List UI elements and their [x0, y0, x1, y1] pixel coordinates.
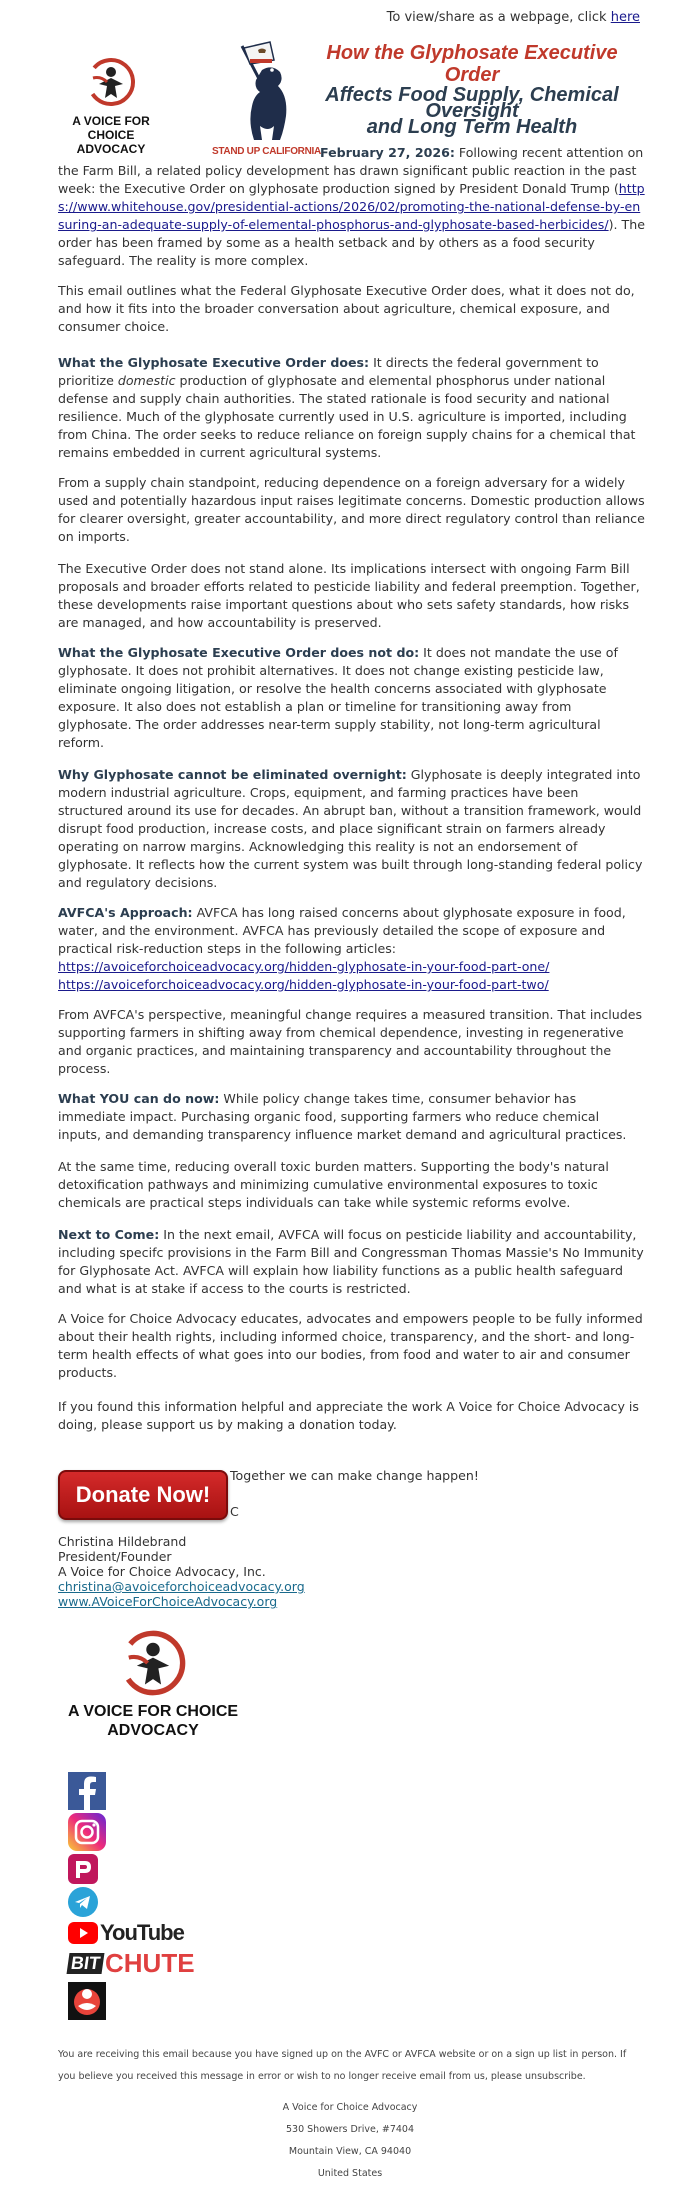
avfca-logo-line1: A VOICE FOR CHOICE: [72, 114, 150, 142]
approach-paragraph: [58, 904, 646, 994]
avfca-logo-line2: ADVOCACY: [76, 142, 146, 156]
parler-icon: [68, 1854, 98, 1884]
what-you-can-do-text: While policy change takes time, consumer behavior has immediate impact. Purchasing organic food, supporting farmers who reduce chemical inputs, and demanding transparency influence market demand and agricultural practices.: [58, 1091, 627, 1142]
avfca-logo-footer: [58, 1628, 248, 1740]
headline-navy-line3: and Long Term Health: [366, 116, 578, 138]
stray-character: C: [230, 1504, 239, 1519]
facebook-link[interactable]: [68, 1772, 106, 1814]
intro-text-2: ). The order has been framed by some as a health setback and by others as a food security safeguard. The reality is more complex.: [58, 217, 645, 268]
youtube-wordmark: YouTube: [100, 1920, 184, 1945]
does-not-paragraph: [58, 644, 646, 752]
what-you-can-do-heading: What YOU can do now:: [58, 1091, 220, 1106]
next-to-come-text: In the next email, AVFCA will focus on pesticide liability and accountability, including specifc provisions in the Farm Bill and Congressman Thomas Massie's No Immunity for Glyphosate Act. AVFCA will explain how liability functions as a public health safeguard and what is at stake if access to the courts is restricted.: [58, 1227, 644, 1296]
signature-email-link[interactable]: christina@avoiceforchoiceadvocacy.org: [58, 1579, 305, 1594]
does-not-heading: What the Glyphosate Executive Order does not do:: [58, 645, 420, 660]
article-part-two-link[interactable]: https://avoiceforchoiceadvocacy.org/hidden-glyphosate-in-your-food-part-two/: [58, 977, 549, 992]
does-heading: What the Glyphosate Executive Order does:: [58, 355, 370, 370]
view-as-webpage-link[interactable]: here: [610, 10, 640, 25]
bitchute-link[interactable]: [68, 1948, 195, 1979]
youtube-link[interactable]: [68, 1920, 184, 1946]
headline-navy-line1: Affects Food Supply, Chemical: [325, 84, 619, 106]
does-text-2: production of glyphosate and elemental phosphorus under national defense and supply chain authorities. The stated rationale is food security and national resilience. Much of the glyphosate currently used in U.S. agriculture is imported, including from China. The order seeks to reduce reliance on foreign supply chains for a chemical that remains embedded in current agricultural systems.: [58, 373, 636, 460]
footer-city: Mountain View, CA 94040: [288, 2146, 412, 2157]
same-time-paragraph: At the same time, reducing overall toxic burden matters. Supporting the body's natural detoxification pathways and minimizing cumulative environmental exposures to toxic chemicals are practical steps individuals can take while systemic reforms evolve.: [58, 1159, 609, 1210]
does-paragraph: [58, 354, 646, 462]
avfca-logo: [56, 56, 166, 156]
view-as-webpage-text: To view/share as a webpage, click: [386, 10, 611, 25]
signature-org: A Voice for Choice Advocacy, Inc.: [58, 1564, 266, 1579]
bitchute-wordmark: CHUTE: [105, 1948, 195, 1978]
does-text-1: It directs the federal government to prioritize: [58, 355, 599, 388]
gettr-icon: [68, 1982, 106, 2020]
why-text: Glyphosate is deeply integrated into modern industrial agriculture. Crops, equipment, and farming practices have been structured around its use for decades. An abrupt ban, without a transition framework, would disrupt food production, increase costs, and place significant strain on farmers already operating on narrow margins. Acknowledging this reality is not an endorsement of glyphosate. It reflects how the current system was built through long-standing federal policy and regulatory decisions.: [58, 767, 643, 890]
supply-chain-paragraph: From a supply chain standpoint, reducing dependence on a foreign adversary for a widely used and potentially hazardous input raises legitimate concerns. Domestic production allows for clearer oversight, greater accountability, and more direct regulatory control than reliance on imports.: [58, 475, 645, 544]
footer-street: 530 Showers Drive, #7404: [285, 2124, 414, 2135]
signature-email: [58, 1579, 305, 1594]
signature-role: President/Founder: [58, 1549, 172, 1564]
why-paragraph: [58, 766, 646, 892]
donate-button[interactable]: Donate Now!: [58, 1470, 228, 1520]
standup-california-text: STAND UP CALIFORNIA: [212, 146, 321, 157]
perspective-paragraph: From AVFCA's perspective, meaningful change requires a measured transition. That includes supporting farmers in shifting away from chemical dependence, investing in regenerative and organic practices, and maintaining transparency and accountability throughout the process.: [58, 1007, 643, 1076]
youtube-icon: [68, 1922, 98, 1944]
avfca-logo-icon: [85, 56, 137, 108]
intro-paragraph: [58, 144, 646, 270]
article-part-one-link[interactable]: https://avoiceforchoiceadvocacy.org/hidden-glyphosate-in-your-food-part-one/: [58, 959, 550, 974]
bitchute-icon: BIT: [67, 1953, 105, 1974]
intro-text-1: Following recent attention on the Farm Bill, a related policy development has drawn significant public reaction in the past week: the Executive Order on glyphosate production signed by President Donald Trump (: [58, 145, 644, 196]
about-paragraph: A Voice for Choice Advocacy educates, advocates and empowers people to be fully informed about their health rights, including informed choice, transparency, and the short- and long-term health effects of what goes into our bodies, from food and water to air and consumer products.: [58, 1311, 643, 1380]
telegram-icon: [68, 1887, 98, 1917]
approach-text: AVFCA has long raised concerns about glyphosate exposure in food, water, and the environment. AVFCA has previously detailed the scope of exposure and practical risk-reduction steps in the following articles:: [58, 905, 626, 956]
signature-site-link[interactable]: www.AVoiceForChoiceAdvocacy.org: [58, 1594, 278, 1609]
footer-country: United States: [317, 2168, 383, 2179]
view-as-webpage-notice: [387, 10, 640, 25]
does-emphasis: domestic: [117, 373, 176, 388]
bear-flag-icon: [212, 40, 320, 144]
donate-tagline: Together we can make change happen!: [230, 1468, 479, 1483]
support-paragraph: If you found this information helpful and appreciate the work A Voice for Choice Advocacy is doing, please support us by making a donation today.: [58, 1399, 639, 1432]
instagram-icon: [68, 1813, 106, 1851]
headline-red-line2: Order: [444, 64, 500, 86]
intro-date: February 27, 2026:: [320, 145, 455, 160]
instagram-link[interactable]: [68, 1813, 106, 1855]
approach-heading: AVFCA's Approach:: [58, 905, 193, 920]
avfca-logo-footer-icon: [117, 1628, 189, 1698]
facebook-icon: [68, 1772, 106, 1810]
outline-paragraph: This email outlines what the Federal Glyphosate Executive Order does, what it does not do, and how it fits into the broader conversation about agriculture, chemical exposure, and consumer choice.: [58, 283, 635, 334]
whitehouse-link[interactable]: https://www.whitehouse.gov/presidential-actions/2026/02/promoting-the-national-defense-by-ensuring-an-adequate-supply-of-elemental-phosphorus-and-glyphosate-based-herbicides/: [58, 181, 645, 232]
why-heading: Why Glyphosate cannot be eliminated overnight:: [58, 767, 407, 782]
does-not-text: It does not mandate the use of glyphosate. It does not prohibit alternatives. It does not change existing pesticide law, eliminate ongoing litigation, or resolve the health concerns associated with glyphosate exposure. It also does not establish a plan or timeline for transitioning away from glyphosate. The order addresses near-term supply stability, not long-term agricultural reform.: [58, 645, 618, 750]
headline-red-line1: How the Glyphosate Executive: [326, 42, 618, 64]
signature-name: Christina Hildebrand: [58, 1534, 187, 1549]
next-to-come-paragraph: [58, 1226, 646, 1298]
footer-org: A Voice for Choice Advocacy: [282, 2102, 418, 2113]
telegram-link[interactable]: [68, 1887, 98, 1921]
unsubscribe-notice: You are receiving this email because you have signed up on the AVFC or AVFCA website or on a sign up list in person. If you believe you received this message in error or wish to no longer receive email from us, please unsubscribe.: [58, 2049, 627, 2082]
what-you-can-do-paragraph: [58, 1090, 646, 1144]
avfca-footer-line1: A VOICE FOR CHOICE: [67, 1703, 239, 1720]
headline-navy-line2: Oversight: [425, 100, 519, 122]
next-to-come-heading: Next to Come:: [58, 1227, 160, 1242]
signature-site: [58, 1594, 277, 1609]
standup-california-logo: [212, 40, 320, 158]
gettr-link[interactable]: [68, 1982, 106, 2024]
avfca-footer-line2: ADVOCACY: [107, 1722, 199, 1739]
not-alone-paragraph: The Executive Order does not stand alone. Its implications intersect with ongoing Farm Bill proposals and broader efforts related to pesticide liability and federal preemption. Together, these developments raise important questions about who sets safety standards, how risks are managed, and how accountability is preserved.: [58, 561, 640, 630]
parler-link[interactable]: [68, 1854, 98, 1888]
